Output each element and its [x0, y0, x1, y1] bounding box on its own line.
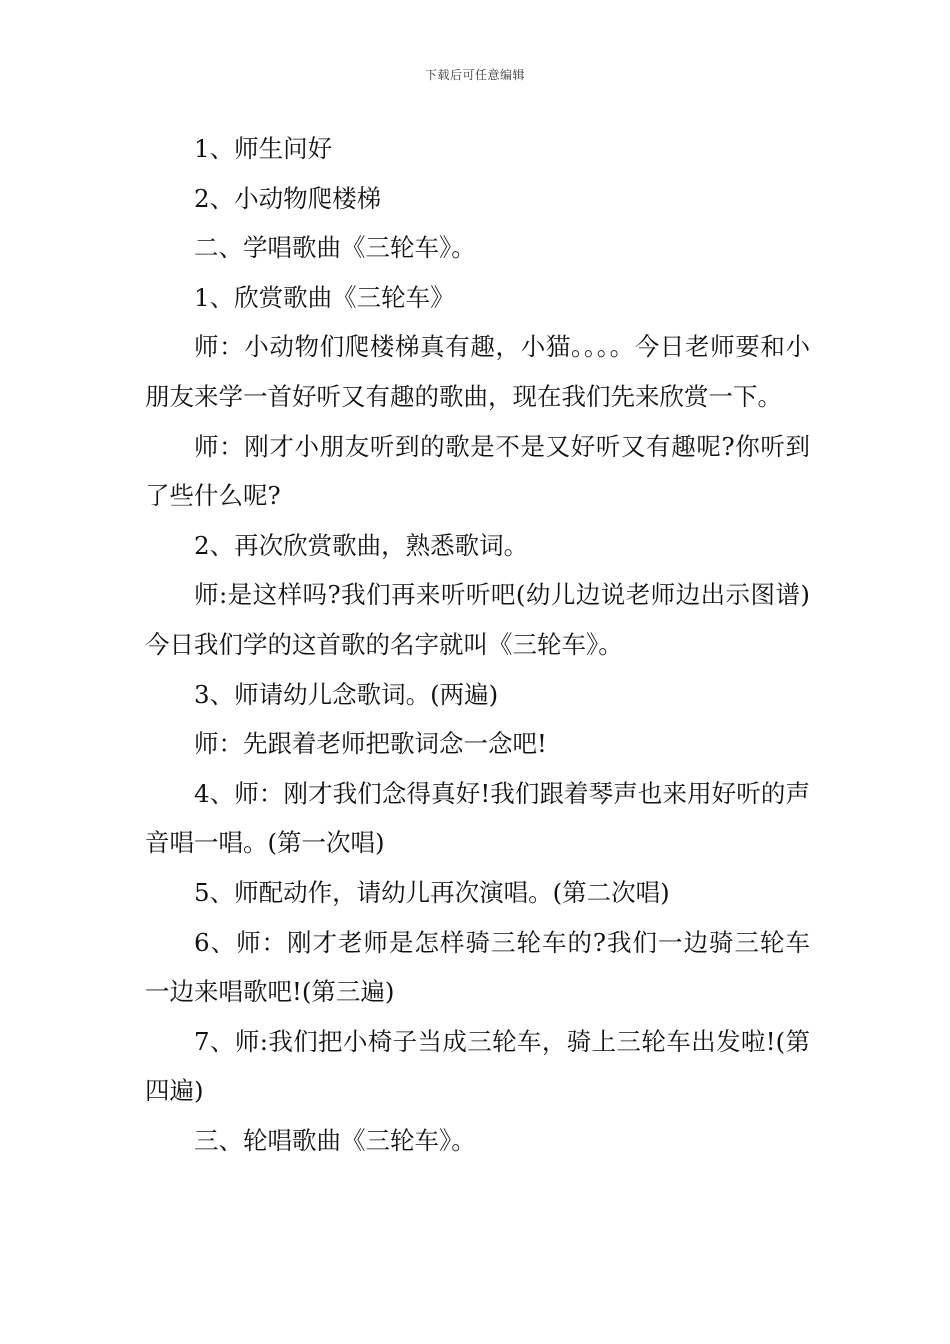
- paragraph-second-listen: 2、再次欣赏歌曲，熟悉歌词。: [194, 530, 529, 560]
- paragraph-show-score: 师:是这样吗?我们再来听听吧(幼儿边说老师边出示图谱)今日我们学的这首歌的名字就叫《三轮车》。: [145, 580, 810, 659]
- paragraph-greeting: 1、师生问好: [194, 134, 333, 163]
- paragraph-recite-lyrics: 3、师请幼儿念歌词。(两遍): [194, 679, 499, 709]
- document-body: [145, 124, 810, 1165]
- section-heading-learn-song: 二、学唱歌曲《三轮车》。: [194, 233, 476, 263]
- paragraph-third-sing: 6、师：刚才老师是怎样骑三轮车的?我们一边骑三轮车一边来唱歌吧!(第三遍): [145, 927, 810, 1007]
- paragraph-appreciate-song: 1、欣赏歌曲《三轮车》: [194, 282, 455, 312]
- paragraph-fourth-sing: 7、师:我们把小椅子当成三轮车，骑上三轮车出发啦!(第四遍): [145, 1026, 810, 1106]
- section-heading-round-sing: 三、轮唱歌曲《三轮车》。: [194, 1125, 476, 1155]
- page-header: 下载后可任意编辑: [424, 68, 525, 82]
- paragraph-second-sing: 5、师配动作，请幼儿再次演唱。(第二次唱): [194, 877, 670, 907]
- paragraph-teacher-question: 师：刚才小朋友听到的歌是不是又好听又有趣呢?你听到了些什么呢?: [145, 431, 810, 511]
- paragraph-animals-climb: 2、小动物爬楼梯: [194, 183, 382, 213]
- paragraph-follow-teacher: 师：先跟着老师把歌词念一念吧!: [194, 729, 547, 759]
- paragraph-first-sing: 4、师：刚才我们念得真好!我们跟着琴声也来用好听的声音唱一唱。(第一次唱): [145, 778, 810, 858]
- paragraph-teacher-intro: 师：小动物们爬楼梯真有趣，小猫。。。。今日老师要和小朋友来学一首好听又有趣的歌曲，现在我们先来欣赏一下。: [145, 332, 810, 411]
